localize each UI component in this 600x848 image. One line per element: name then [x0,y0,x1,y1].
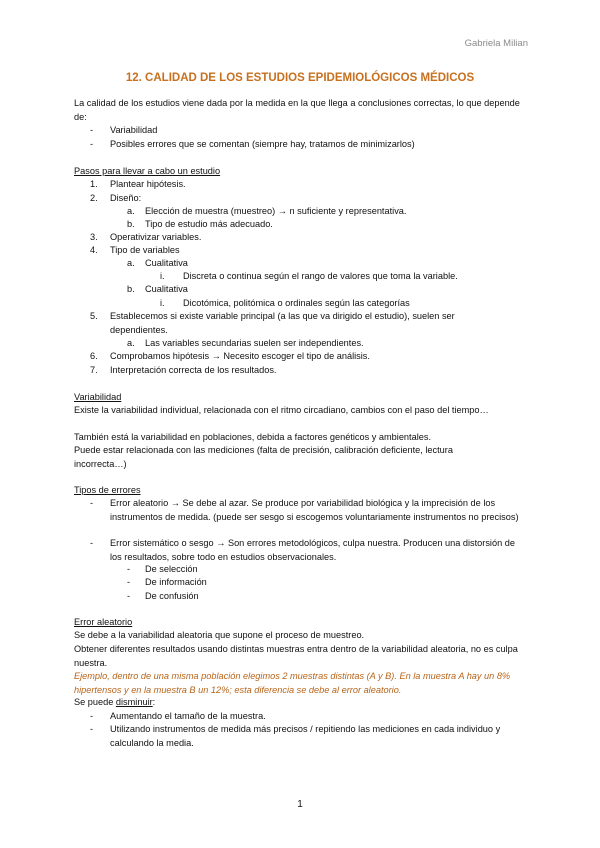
substep-text: Elección de muestra (muestreo) → n suficiente y representativa. [145,206,407,216]
paragraph: Obtener diferentes resultados usando distintas muestras entra dentro de la variabilidad aleatoria, no es culpa nuestra. [74,644,518,668]
reduce-line [74,696,526,710]
intro-bullet: Variabilidad [110,125,158,135]
subsubstep-text: Discreta o continua según el rango de valores que toma la variable. [183,271,458,281]
bullet-dash: - [127,577,131,587]
step-text: Plantear hipótesis. [110,179,186,189]
error-type-item: Error aleatorio → Se debe al azar. Se produce por variabilidad biológica y la imprecisión de los instrumentos de medida. (puede ser sesgo si escogemos voluntariamente instrumentos no precisos) [110,498,519,522]
substep-text: Cualitativa [145,284,188,294]
page-number: 1 [297,799,303,810]
paragraph: También está la variabilidad en poblaciones, debida a factores genéticos y ambientales. [74,432,432,442]
intro-bullet: Posibles errores que se comentan (siempre hay, tratamos de minimizarlos) [110,139,415,149]
substep-marker: b. [127,284,135,294]
step-number: 1. [90,179,98,189]
step-number: 2. [90,193,98,203]
example-text: Ejemplo, dentro de una misma población elegimos 2 muestras distintas (A y B). En la muestra A hay un 8% hipertensos y en la muestra B un 12%; esta diferencia se debe al error aleatorio. [74,671,511,695]
step-text: Tipo de variables [110,245,180,255]
bullet-dash: - [90,538,94,548]
step-text: Operativizar variables. [110,232,202,242]
reduce-suffix: : [152,697,156,707]
substep-text: Cualitativa [145,258,188,268]
intro-text: La calidad de los estudios viene dada por la medida en la que llega a conclusiones correctas, lo que depende de: [74,98,520,122]
reduce-prefix: Se puede [74,697,116,707]
section-heading-pasos: Pasos para llevar a cabo un estudio [74,166,221,176]
bias-type-item: De confusión [145,591,199,601]
bullet-dash: - [90,498,94,508]
paragraph: Puede estar relacionada con las mediciones (falta de precisión, calibración deficiente, lectura incorrecta…) [74,445,453,469]
reduce-item: Utilizando instrumentos de medida más precisos / repitiendo las mediciones en cada individuo y calculando la media. [110,724,501,748]
page-title: 12. CALIDAD DE LOS ESTUDIOS EPIDEMIOLÓGICOS MÉDICOS [125,72,475,84]
paragraph: Se debe a la variabilidad aleatoria que supone el proceso de muestreo. [74,630,365,640]
substep-marker: b. [127,219,135,229]
bullet-dash: - [90,711,94,721]
subsubstep-marker: i. [160,298,165,308]
substep-marker: a. [127,258,135,268]
bias-type-item: De selección [145,564,198,574]
subsubstep-text: Dicotómica, politómica o ordinales según las categorías [183,298,410,308]
author-name: Gabriela Milian [464,38,528,49]
step-number: 7. [90,365,98,375]
substep-text: Tipo de estudio más adecuado. [145,219,273,229]
step-number: 5. [90,311,98,321]
reduce-word: disminuir [115,697,153,707]
bullet-dash: - [127,564,131,574]
subsubstep-marker: i. [160,271,165,281]
bullet-dash: - [90,125,94,135]
bullet-dash: - [127,591,131,601]
substep-text: Las variables secundarias suelen ser independientes. [145,338,364,348]
step-number: 4. [90,245,98,255]
step-text: Diseño: [110,193,142,203]
bullet-dash: - [90,139,94,149]
bullet-dash: - [90,724,94,734]
paragraph: Existe la variabilidad individual, relacionada con el ritmo circadiano, cambios con el paso del tiempo… [74,405,489,415]
step-text: Establecemos si existe variable principal (a las que va dirigido el estudio), suelen ser dependientes. [110,311,455,335]
section-heading-tipos: Tipos de errores [74,485,141,495]
section-heading-aleatorio: Error aleatorio [74,617,133,627]
step-text: Comprobamos hipótesis → Necesito escoger el tipo de análisis. [110,351,370,361]
step-text: Interpretación correcta de los resultados. [110,365,277,375]
step-number: 3. [90,232,98,242]
bias-type-item: De información [145,577,207,587]
section-heading-variabilidad: Variabilidad [74,392,122,402]
reduce-item: Aumentando el tamaño de la muestra. [110,711,266,721]
substep-marker: a. [127,206,135,216]
step-number: 6. [90,351,98,361]
error-type-item: Error sistemático o sesgo → Son errores metodológicos, culpa nuestra. Producen una distorsión de los resultados, sobre todo en estudios observacionales. [110,538,515,562]
substep-marker: a. [127,338,135,348]
